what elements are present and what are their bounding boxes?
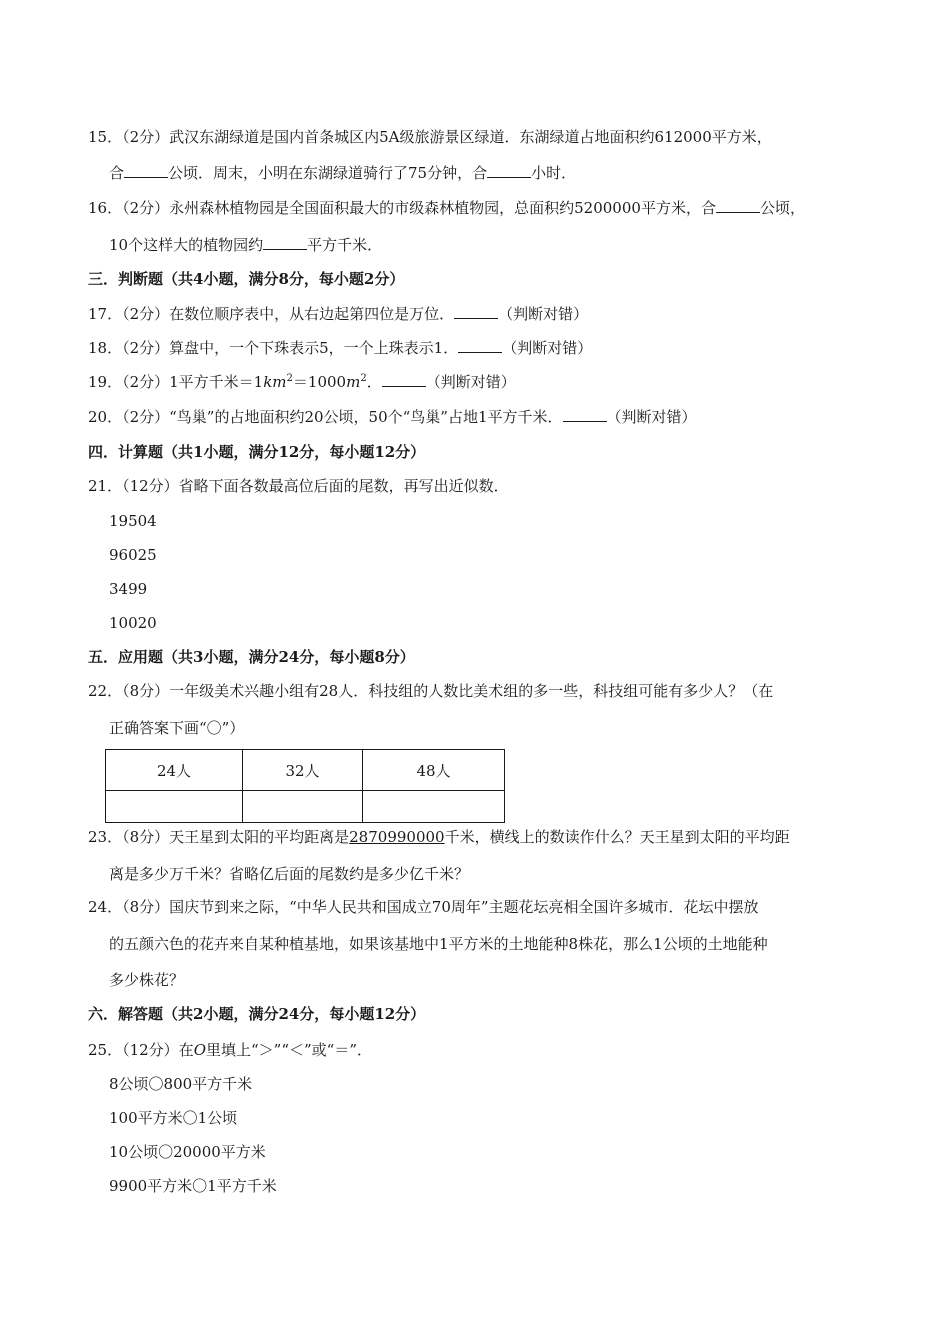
q20-text: 20．（2分）“鸟巢”的占地面积约20公顷，50个“鸟巢”占地1平方千米．: [88, 408, 563, 426]
question-25: [88, 1040, 372, 1060]
number-item: 96025: [109, 546, 157, 564]
answer-cell[interactable]: [106, 791, 243, 823]
answer-blank[interactable]: [454, 304, 498, 319]
comparison-item: 8公顷〇800平方千米: [109, 1075, 253, 1093]
q16-text-d: 平方千米．: [307, 236, 383, 254]
q19-text-c: ．: [366, 373, 382, 391]
q20-suffix: （判断对错）: [606, 408, 697, 426]
number-item: 19504: [109, 512, 157, 530]
q19-text-a: 19．（2分）1平方千米＝1: [88, 373, 264, 391]
answer-blank[interactable]: [716, 198, 760, 213]
unit-m: m: [346, 373, 361, 391]
q17-suffix: （判断对错）: [498, 305, 589, 323]
number-item: 3499: [109, 580, 148, 598]
q19-suffix: （判断对错）: [425, 373, 516, 391]
option-cell: 32人: [243, 750, 363, 791]
section-heading-6: 六．解答题（共2小题，满分24分，每小题12分）: [88, 1005, 426, 1023]
q25-text-b: 里填上“＞”“＜”或“＝”．: [206, 1041, 373, 1059]
question-19: [88, 372, 516, 392]
question-16-line-1: [88, 198, 805, 218]
section-heading-3: 三．判断题（共4小题，满分8分，每小题2分）: [88, 270, 405, 288]
q16-text-b: 公顷，: [759, 199, 805, 217]
answer-blank[interactable]: [458, 338, 502, 353]
section-heading-5: 五．应用题（共3小题，满分24分，每小题8分）: [88, 648, 415, 666]
answer-blank[interactable]: [263, 235, 307, 250]
question-24-line-2: 的五颜六色的花卉来自某种植基地，如果该基地中1平方米的土地能种8株花，那么1公顷的土地能种: [109, 935, 768, 953]
question-16-line-2: [109, 235, 382, 255]
option-cell: 24人: [106, 750, 243, 791]
question-21: 21．（12分）省略下面各数最高位后面的尾数，再写出近似数．: [88, 477, 509, 495]
answer-blank[interactable]: [487, 163, 531, 178]
comparison-item: 100平方米〇1公顷: [109, 1109, 238, 1127]
question-20: [88, 407, 697, 427]
q23-text-b: 千米，横线上的数读作什么？天王星到太阳的平均距: [444, 828, 790, 846]
section-heading-4: 四．计算题（共1小题，满分12分，每小题12分）: [88, 443, 426, 461]
answer-table: [105, 749, 505, 823]
question-15-line-1: 15．（2分）武汉东湖绿道是国内首条城区内5A级旅游景区绿道．东湖绿道占地面积约612000平方米，: [88, 128, 772, 146]
exponent: 2: [360, 373, 367, 384]
answer-blank[interactable]: [563, 407, 607, 422]
question-24-line-1: 24．（8分）国庆节到来之际，“中华人民共和国成立70周年”主题花坛亮相全国许多城市．花坛中摆放: [88, 898, 759, 916]
answer-cell[interactable]: [363, 791, 505, 823]
q17-text: 17．（2分）在数位顺序表中，从右边起第四位是万位．: [88, 305, 455, 323]
exponent: 2: [286, 373, 293, 384]
question-15-line-2: [109, 163, 576, 183]
q16-text-a: 16．（2分）永州森林植物园是全国面积最大的市级森林植物园，总面积约5200000平方米，合: [88, 199, 716, 217]
q18-text: 18．（2分）算盘中，一个下珠表示5，一个上珠表示1．: [88, 339, 459, 357]
option-cell: 48人: [363, 750, 505, 791]
answer-blank[interactable]: [382, 372, 426, 387]
question-23-line-2: 离是多少万千米？省略亿后面的尾数约是多少亿千米？: [109, 865, 470, 883]
unit-km: km: [263, 373, 287, 391]
question-18: [88, 338, 592, 358]
q19-text-b: ＝1000: [292, 373, 347, 391]
q16-text-c: 10个这样大的植物园约: [109, 236, 264, 254]
q18-suffix: （判断对错）: [502, 339, 593, 357]
comparison-item: 10公顷〇20000平方米: [109, 1143, 266, 1161]
q15-text-b: 公顷．周末，小明在东湖绿道骑行了75分钟，合: [168, 164, 488, 182]
answer-cell[interactable]: [243, 791, 363, 823]
question-22-line-2: 正确答案下画“〇”）: [109, 719, 245, 737]
number-item: 10020: [109, 614, 157, 632]
comparison-item: 9900平方米〇1平方千米: [109, 1177, 277, 1195]
question-17: [88, 304, 588, 324]
q25-circle-letter: O: [193, 1041, 206, 1059]
q15-text-c: 小时．: [531, 164, 577, 182]
question-23-line-1: [88, 827, 790, 847]
question-24-line-3: 多少株花？: [109, 971, 185, 989]
underlined-number: 2870990000: [349, 828, 445, 846]
q25-text-a: 25．（12分）在: [88, 1041, 194, 1059]
question-22-line-1: 22．（8分）一年级美术兴趣小组有28人．科技组的人数比美术组的多一些，科技组可能有多少人？（在: [88, 682, 774, 700]
answer-blank[interactable]: [124, 163, 168, 178]
q23-text-a: 23．（8分）天王星到太阳的平均距离是: [88, 828, 350, 846]
q15-text-a: 合: [109, 164, 125, 182]
